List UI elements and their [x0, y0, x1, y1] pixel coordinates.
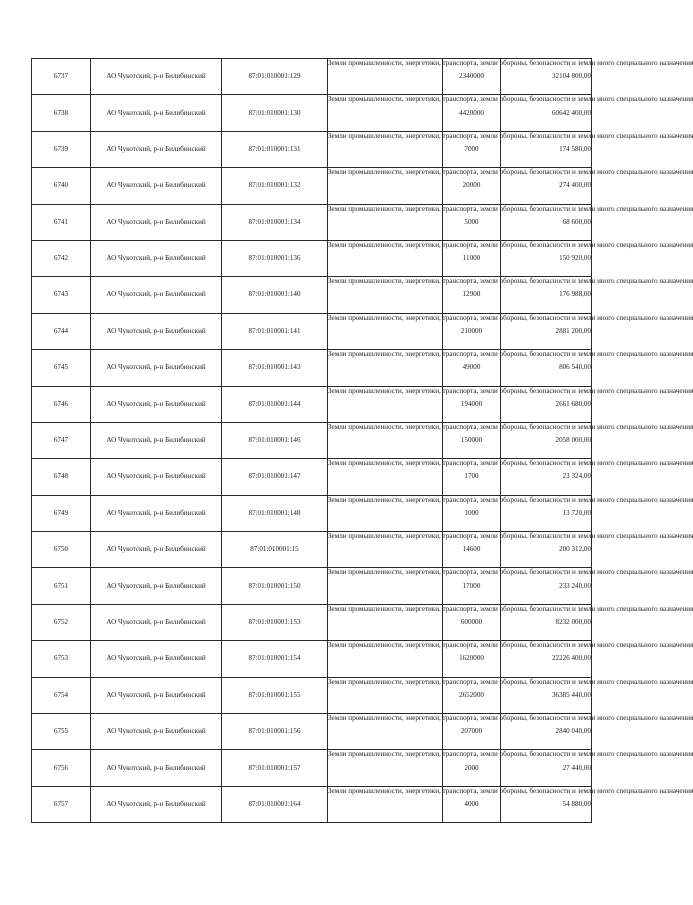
- land-category-text: Земли промышленности, энергетики, транспорта, земли обороны, безопасности и земли иного специального назначения: [328, 313, 693, 322]
- cadastral-number-cell: 87:01:010001:153: [222, 604, 328, 640]
- record-number-cell: 6745: [32, 350, 91, 386]
- cadastral-cost-cell: 36385 440,00: [501, 677, 592, 713]
- land-category-text: Земли промышленности, энергетики, транспорта, земли обороны, безопасности и земли иного специального назначения: [328, 714, 693, 723]
- location-cell: АО Чукотский, р-н Билибинский: [91, 677, 222, 713]
- area-cell: 210000: [443, 313, 501, 349]
- cadastral-cost-cell: 233 240,00: [501, 568, 592, 604]
- cadastral-number-cell: 87:01:010001:129: [222, 59, 328, 95]
- cadastral-cost-cell: 22226 400,00: [501, 641, 592, 677]
- cadastral-number-cell: 87:01:010001:136: [222, 240, 328, 276]
- area-cell: 2340000: [443, 59, 501, 95]
- table-body: [32, 59, 693, 823]
- record-number-cell: 6754: [32, 677, 91, 713]
- cadastral-cost-cell: 8232 000,00: [501, 604, 592, 640]
- table-row: [32, 277, 592, 313]
- land-category-text: Земли промышленности, энергетики, транспорта, земли обороны, безопасности и земли иного специального назначения: [328, 240, 693, 249]
- area-cell: 5000: [443, 204, 501, 240]
- table-row: [32, 532, 592, 568]
- table-row: [32, 240, 592, 276]
- land-category-text: Земли промышленности, энергетики, транспорта, земли обороны, безопасности и земли иного специального назначения: [328, 277, 693, 286]
- location-cell: АО Чукотский, р-н Билибинский: [91, 495, 222, 531]
- table-row: [32, 495, 592, 531]
- location-cell: АО Чукотский, р-н Билибинский: [91, 714, 222, 750]
- record-number-cell: 6741: [32, 204, 91, 240]
- land-category-text: Земли промышленности, энергетики, транспорта, земли обороны, безопасности и земли иного специального назначения: [328, 459, 693, 468]
- cadastral-cost-cell: 2058 000,00: [501, 422, 592, 458]
- table-row: [32, 641, 592, 677]
- table-row: [32, 95, 592, 131]
- cadastral-number-cell: 87:01:010001:15: [222, 532, 328, 568]
- land-category-text: Земли промышленности, энергетики, транспорта, земли обороны, безопасности и земли иного специального назначения: [328, 131, 693, 140]
- land-category-text: Земли промышленности, энергетики, транспорта, земли обороны, безопасности и земли иного специального назначения: [328, 786, 693, 795]
- area-cell: 194000: [443, 386, 501, 422]
- location-cell: АО Чукотский, р-н Билибинский: [91, 204, 222, 240]
- cadastral-cost-cell: 2881 200,00: [501, 313, 592, 349]
- location-cell: АО Чукотский, р-н Билибинский: [91, 604, 222, 640]
- cadastral-number-cell: 87:01:010001:150: [222, 568, 328, 604]
- cadastral-number-cell: 87:01:010001:146: [222, 422, 328, 458]
- table-row: [32, 568, 592, 604]
- cadastral-cost-cell: 274 400,00: [501, 168, 592, 204]
- land-registry-table: [31, 58, 693, 823]
- cadastral-number-cell: 87:01:010001:144: [222, 386, 328, 422]
- land-category-text: Земли промышленности, энергетики, транспорта, земли обороны, безопасности и земли иного специального назначения: [328, 750, 693, 759]
- area-cell: 17000: [443, 568, 501, 604]
- record-number-cell: 6753: [32, 641, 91, 677]
- cadastral-cost-cell: 54 880,00: [501, 786, 592, 822]
- location-cell: АО Чукотский, р-н Билибинский: [91, 59, 222, 95]
- table-row: [32, 386, 592, 422]
- table-row: [32, 459, 592, 495]
- area-cell: 20000: [443, 168, 501, 204]
- cadastral-cost-cell: 60642 400,00: [501, 95, 592, 131]
- cadastral-number-cell: 87:01:010001:157: [222, 750, 328, 786]
- cadastral-number-cell: 87:01:010001:147: [222, 459, 328, 495]
- location-cell: АО Чукотский, р-н Билибинский: [91, 168, 222, 204]
- land-category-text: Земли промышленности, энергетики, транспорта, земли обороны, безопасности и земли иного специального назначения: [328, 422, 693, 431]
- cadastral-cost-cell: 176 988,00: [501, 277, 592, 313]
- area-cell: 207000: [443, 714, 501, 750]
- location-cell: АО Чукотский, р-н Билибинский: [91, 786, 222, 822]
- land-category-text: Земли промышленности, энергетики, транспорта, земли обороны, безопасности и земли иного специального назначения: [328, 386, 693, 395]
- land-category-text: Земли промышленности, энергетики, транспорта, земли обороны, безопасности и земли иного специального назначения: [328, 532, 693, 541]
- cadastral-cost-cell: 2840 040,00: [501, 714, 592, 750]
- area-cell: 7000: [443, 131, 501, 167]
- record-number-cell: 6750: [32, 532, 91, 568]
- table-row: [32, 350, 592, 386]
- record-number-cell: 6738: [32, 95, 91, 131]
- location-cell: АО Чукотский, р-н Билибинский: [91, 95, 222, 131]
- area-cell: 49000: [443, 350, 501, 386]
- land-category-text: Земли промышленности, энергетики, транспорта, земли обороны, безопасности и земли иного специального назначения: [328, 350, 693, 359]
- cadastral-cost-cell: 200 312,00: [501, 532, 592, 568]
- area-cell: 11000: [443, 240, 501, 276]
- table-row: [32, 422, 592, 458]
- location-cell: АО Чукотский, р-н Билибинский: [91, 568, 222, 604]
- record-number-cell: 6755: [32, 714, 91, 750]
- area-cell: 1620000: [443, 641, 501, 677]
- table-row: [32, 204, 592, 240]
- land-category-text: Земли промышленности, энергетики, транспорта, земли обороны, безопасности и земли иного специального назначения: [328, 95, 693, 104]
- record-number-cell: 6742: [32, 240, 91, 276]
- cadastral-cost-cell: 13 720,00: [501, 495, 592, 531]
- area-cell: 1700: [443, 459, 501, 495]
- location-cell: АО Чукотский, р-н Билибинский: [91, 459, 222, 495]
- cadastral-number-cell: 87:01:010001:164: [222, 786, 328, 822]
- location-cell: АО Чукотский, р-н Билибинский: [91, 386, 222, 422]
- location-cell: АО Чукотский, р-н Билибинский: [91, 532, 222, 568]
- area-cell: 12900: [443, 277, 501, 313]
- record-number-cell: 6744: [32, 313, 91, 349]
- record-number-cell: 6751: [32, 568, 91, 604]
- table-row: [32, 168, 592, 204]
- record-number-cell: 6756: [32, 750, 91, 786]
- land-category-text: Земли промышленности, энергетики, транспорта, земли обороны, безопасности и земли иного специального назначения: [328, 604, 693, 613]
- cadastral-number-cell: 87:01:010001:132: [222, 168, 328, 204]
- cadastral-number-cell: 87:01:010001:141: [222, 313, 328, 349]
- land-category-text: Земли промышленности, энергетики, транспорта, земли обороны, безопасности и земли иного специального назначения: [328, 568, 693, 577]
- table-row: [32, 59, 592, 95]
- location-cell: АО Чукотский, р-н Билибинский: [91, 641, 222, 677]
- area-cell: 4000: [443, 786, 501, 822]
- location-cell: АО Чукотский, р-н Билибинский: [91, 350, 222, 386]
- area-cell: 2000: [443, 750, 501, 786]
- cadastral-number-cell: 87:01:010001:134: [222, 204, 328, 240]
- location-cell: АО Чукотский, р-н Билибинский: [91, 750, 222, 786]
- cadastral-number-cell: 87:01:010001:156: [222, 714, 328, 750]
- table-row: [32, 750, 592, 786]
- land-category-text: Земли промышленности, энергетики, транспорта, земли обороны, безопасности и земли иного специального назначения: [328, 495, 693, 504]
- table-row: [32, 677, 592, 713]
- land-category-text: Земли промышленности, энергетики, транспорта, земли обороны, безопасности и земли иного специального назначения: [328, 204, 693, 213]
- cadastral-number-cell: 87:01:010001:131: [222, 131, 328, 167]
- area-cell: 150000: [443, 422, 501, 458]
- record-number-cell: 6737: [32, 59, 91, 95]
- land-category-text: Земли промышленности, энергетики, транспорта, земли обороны, безопасности и земли иного специального назначения: [328, 677, 693, 686]
- record-number-cell: 6746: [32, 386, 91, 422]
- cadastral-cost-cell: 27 440,00: [501, 750, 592, 786]
- record-number-cell: 6749: [32, 495, 91, 531]
- area-cell: 1000: [443, 495, 501, 531]
- cadastral-cost-cell: 23 324,00: [501, 459, 592, 495]
- record-number-cell: 6757: [32, 786, 91, 822]
- record-number-cell: 6740: [32, 168, 91, 204]
- land-category-text: Земли промышленности, энергетики, транспорта, земли обороны, безопасности и земли иного специального назначения: [328, 641, 693, 650]
- cadastral-number-cell: 87:01:010001:155: [222, 677, 328, 713]
- location-cell: АО Чукотский, р-н Билибинский: [91, 277, 222, 313]
- cadastral-cost-cell: 68 600,00: [501, 204, 592, 240]
- land-category-text: Земли промышленности, энергетики, транспорта, земли обороны, безопасности и земли иного специального назначения: [328, 168, 693, 177]
- table-row: [32, 714, 592, 750]
- location-cell: АО Чукотский, р-н Билибинский: [91, 240, 222, 276]
- cadastral-number-cell: 87:01:010001:148: [222, 495, 328, 531]
- area-cell: 600000: [443, 604, 501, 640]
- area-cell: 4420000: [443, 95, 501, 131]
- location-cell: АО Чукотский, р-н Билибинский: [91, 131, 222, 167]
- cadastral-cost-cell: 32104 800,00: [501, 59, 592, 95]
- record-number-cell: 6739: [32, 131, 91, 167]
- record-number-cell: 6752: [32, 604, 91, 640]
- area-cell: 14600: [443, 532, 501, 568]
- table-row: [32, 604, 592, 640]
- cadastral-cost-cell: 174 580,00: [501, 131, 592, 167]
- record-number-cell: 6747: [32, 422, 91, 458]
- cadastral-number-cell: 87:01:010001:130: [222, 95, 328, 131]
- record-number-cell: 6748: [32, 459, 91, 495]
- location-cell: АО Чукотский, р-н Билибинский: [91, 422, 222, 458]
- cadastral-number-cell: 87:01:010001:154: [222, 641, 328, 677]
- table-row: [32, 313, 592, 349]
- location-cell: АО Чукотский, р-н Билибинский: [91, 313, 222, 349]
- table-row: [32, 131, 592, 167]
- record-number-cell: 6743: [32, 277, 91, 313]
- table-row: [32, 786, 592, 822]
- cadastral-cost-cell: 2661 680,00: [501, 386, 592, 422]
- area-cell: 2652000: [443, 677, 501, 713]
- cadastral-number-cell: 87:01:010001:143: [222, 350, 328, 386]
- cadastral-number-cell: 87:01:010001:140: [222, 277, 328, 313]
- cadastral-cost-cell: 150 920,00: [501, 240, 592, 276]
- cadastral-cost-cell: 806 540,00: [501, 350, 592, 386]
- land-category-text: Земли промышленности, энергетики, транспорта, земли обороны, безопасности и земли иного специального назначения: [328, 59, 693, 67]
